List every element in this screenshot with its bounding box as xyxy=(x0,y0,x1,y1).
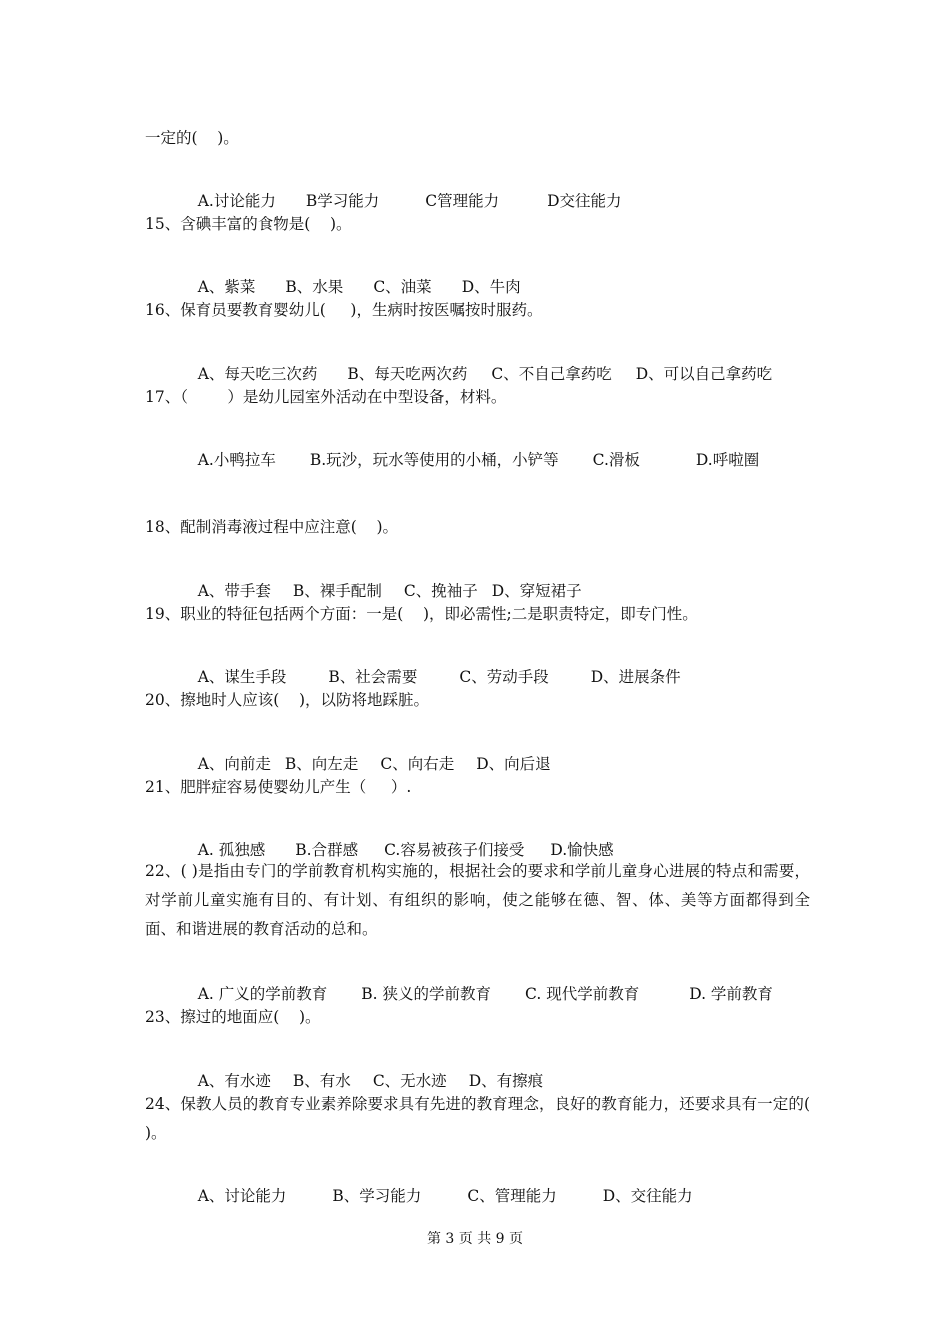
option-c: C、向右走 xyxy=(380,755,455,773)
option-d: D.呼啦圈 xyxy=(695,451,760,469)
option-d: D. 学前教育 xyxy=(689,985,773,1003)
option-a: A.小鸭拉车 xyxy=(197,451,276,469)
option-b: B、水果 xyxy=(285,278,344,296)
option-d: D、交往能力 xyxy=(602,1187,693,1205)
page-footer: 第 3 页 共 9 页 xyxy=(426,1231,524,1247)
option-a: A.讨论能力 xyxy=(197,192,276,210)
option-b: B.合群感 xyxy=(295,841,359,859)
option-b: B、学习能力 xyxy=(332,1187,422,1205)
option-b: B. 狭义的学前教育 xyxy=(361,985,492,1003)
option-d: D.愉快感 xyxy=(550,841,614,859)
option-c: C、劳动手段 xyxy=(459,668,549,686)
question-18: 18、配制消毒液过程中应注意( )。 xyxy=(145,518,399,536)
option-b: B学习能力 xyxy=(305,192,380,210)
option-a: A、向前走 xyxy=(197,755,271,773)
option-c: C、不自己拿药吃 xyxy=(491,365,612,383)
option-c: C、管理能力 xyxy=(467,1187,557,1205)
option-a: A、有水迹 xyxy=(197,1072,271,1090)
question-continuation: 一定的( )。 xyxy=(145,129,239,147)
option-c: C管理能力 xyxy=(425,192,500,210)
option-b: B、裸手配制 xyxy=(292,582,382,600)
option-c: C.滑板 xyxy=(592,451,640,469)
option-d: D、有擦痕 xyxy=(468,1072,544,1090)
option-d: D、向后退 xyxy=(476,755,551,773)
option-b: B、有水 xyxy=(292,1072,351,1090)
option-d: D、牛肉 xyxy=(461,278,521,296)
option-c: C.容易被孩子们接受 xyxy=(384,841,525,859)
question-19: 19、职业的特征包括两个方面：一是( )，即必需性;二是职责特定，即专门性。 xyxy=(145,605,698,623)
question-23: 23、擦过的地面应( )。 xyxy=(145,1008,321,1026)
option-a: A、谋生手段 xyxy=(197,668,287,686)
option-c: C、无水迹 xyxy=(372,1072,447,1090)
option-a: A、紫菜 xyxy=(197,278,256,296)
option-b: B.玩沙，玩水等使用的小桶，小铲等 xyxy=(309,451,559,469)
question-21: 21、肥胖症容易使婴幼儿产生（ ）. xyxy=(145,778,412,796)
options-row xyxy=(178,430,759,490)
question-24: 24、保教人员的教育专业素养除要求具有先进的教育理念，良好的教育能力，还要求具有一定的( )。 xyxy=(145,1095,810,1142)
question-22: 22、( )是指由专门的学前教育机构实施的，根据社会的要求和学前儿童身心进展的特点和需要，对学前儿童实施有目的、有计划、有组织的影响，使之能够在德、智、体、美等方面都得到全面、和谐进展的教育活动的总和。 xyxy=(145,862,810,938)
option-b: B、社会需要 xyxy=(328,668,418,686)
option-a: A、讨论能力 xyxy=(197,1187,287,1205)
option-d: D、进展条件 xyxy=(590,668,681,686)
option-a: A、带手套 xyxy=(197,582,271,600)
option-c: C、挽袖子 xyxy=(403,582,478,600)
question-16: 16、保育员要教育婴幼儿( )，生病时按医嘱按时服药。 xyxy=(145,301,543,319)
option-a: A. 广义的学前教育 xyxy=(197,985,328,1003)
option-a: A、每天吃三次药 xyxy=(197,365,318,383)
option-b: B、每天吃两次药 xyxy=(347,365,468,383)
question-20: 20、擦地时人应该( )，以防将地踩脏。 xyxy=(145,691,430,709)
options-row xyxy=(178,1166,693,1226)
option-c: C、油菜 xyxy=(373,278,432,296)
option-b: B、向左走 xyxy=(284,755,359,773)
option-d: D、穿短裙子 xyxy=(491,582,582,600)
option-c: C. 现代学前教育 xyxy=(525,985,640,1003)
option-d: D、可以自己拿药吃 xyxy=(635,365,773,383)
question-17: 17、（ ）是幼儿园室外活动在中型设备，材料。 xyxy=(145,388,507,406)
question-15: 15、含碘丰富的食物是( )。 xyxy=(145,215,352,233)
option-a: A. 孤独感 xyxy=(197,841,266,859)
option-d: D交往能力 xyxy=(547,192,622,210)
